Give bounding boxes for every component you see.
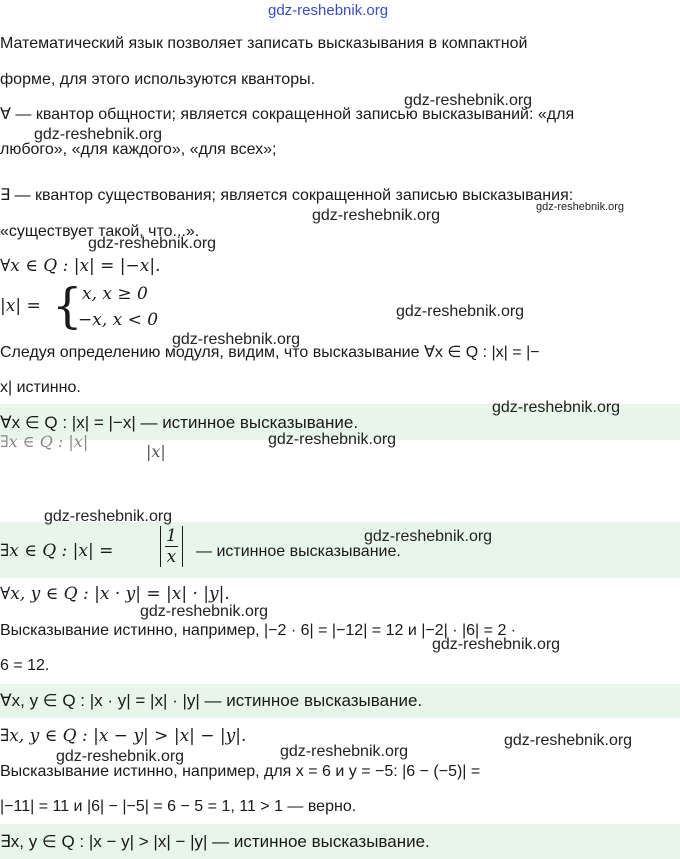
example-1-ghost-fragment: ∃x ∈ Q : |x| <box>0 432 89 451</box>
example-1-statement: ∀x ∈ Q : |x| = |−x|. <box>0 256 161 276</box>
watermark: gdz-reshebnik.org <box>268 431 397 448</box>
watermark: gdz-reshebnik.org <box>312 207 441 224</box>
watermark: gdz-reshebnik.org <box>44 508 173 525</box>
abs-definition-case-1: x, x ≥ 0 <box>82 284 148 304</box>
example-3-reason-line-2: 6 = 12. <box>0 657 50 674</box>
watermark: gdz-reshebnik.org <box>536 201 625 213</box>
intro-line-1: Математический язык позволяет записать высказывания в компактной <box>0 35 528 52</box>
watermark-top: gdz-reshebnik.org <box>268 2 389 19</box>
watermark: gdz-reshebnik.org <box>88 235 217 252</box>
forall-definition-line-1: ∀ — квантор общности; является сокращенной записью высказываний: «для <box>0 106 575 123</box>
example-3-result: ∀x, y ∈ Q : |x · y| = |x| · |y| — истинное высказывание. <box>0 691 423 710</box>
watermark: gdz-reshebnik.org <box>504 732 633 749</box>
example-3-statement: ∀x, y ∈ Q : |x · y| = |x| · |y|. <box>0 584 230 604</box>
watermark: gdz-reshebnik.org <box>364 528 493 545</box>
brace-icon: { <box>52 278 83 334</box>
watermark: gdz-reshebnik.org <box>34 126 163 143</box>
watermark: gdz-reshebnik.org <box>140 603 269 620</box>
example-2-result-lhs: ∃x ∈ Q : |x| = <box>0 541 114 561</box>
example-1-result: ∀x ∈ Q : |x| = |−x| — истинное высказывание. <box>0 413 359 432</box>
abs-definition-lhs: |x| = <box>0 296 41 316</box>
example-3-reason-line-1: Высказывание истинно, например, |−2 · 6| = |−12| = 12 и |−2| · |6| = 2 · <box>0 622 517 639</box>
example-4-reason-line-2: |−11| = 11 и |6| − |−5| = 6 − 5 = 1, 11 > 1 — верно. <box>0 798 357 815</box>
abs-definition-case-2: −x, x < 0 <box>78 310 159 330</box>
watermark: gdz-reshebnik.org <box>432 636 561 653</box>
fraction-numerator: 1 <box>166 526 177 546</box>
example-1-ghost-fragment-2: |x| <box>146 442 166 461</box>
example-4-result: ∃x, y ∈ Q : |x − y| > |x| − |y| — истинное высказывание. <box>0 832 430 851</box>
example-2-result-rhs: — истинное высказывание. <box>196 543 401 560</box>
example-4-reason-line-1: Высказывание истинно, например, для x = 6 и y = −5: |6 − (−5)| = <box>0 763 481 780</box>
watermark: gdz-reshebnik.org <box>56 748 185 765</box>
watermark: gdz-reshebnik.org <box>404 92 533 109</box>
watermark: gdz-reshebnik.org <box>492 399 621 416</box>
watermark: gdz-reshebnik.org <box>172 331 301 348</box>
example-1-reason-line-1: Следуя определению модуля, видим, что высказывание ∀x ∈ Q : |x| = |− <box>0 344 540 361</box>
watermark: gdz-reshebnik.org <box>280 743 409 760</box>
forall-definition-line-2: любого», «для каждого», «для всех»; <box>0 141 277 158</box>
example-1-reason-line-2: x| истинно. <box>0 379 81 396</box>
fraction-denominator: x <box>166 547 177 567</box>
example-4-statement: ∃x, y ∈ Q : |x − y| > |x| − |y|. <box>0 726 247 746</box>
intro-line-2: форме, для этого используются кванторы. <box>0 71 316 88</box>
one-over-x-fraction <box>160 526 183 567</box>
exists-definition-line-1: ∃ — квантор существования; является сокращенной записью высказывания: <box>0 187 574 204</box>
exists-definition-line-2: «существует такой, что...». <box>0 223 200 240</box>
watermark: gdz-reshebnik.org <box>396 303 525 320</box>
